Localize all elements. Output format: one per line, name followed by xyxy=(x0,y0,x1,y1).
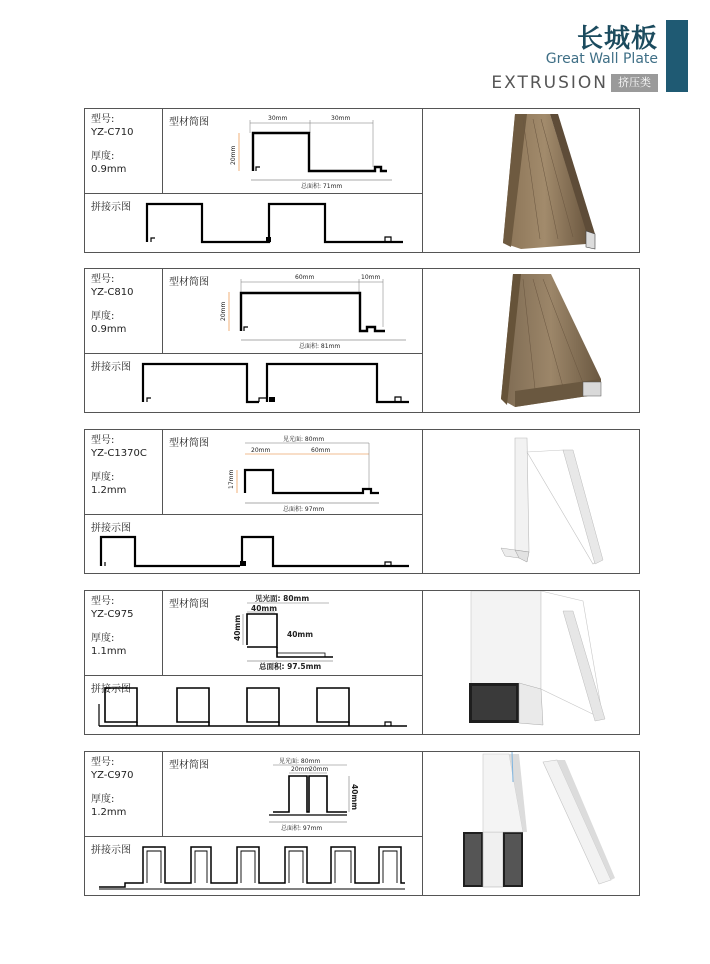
joint-diagram-label: 拼接示图 xyxy=(91,845,131,856)
product-card-c710 xyxy=(84,108,640,253)
profile-drawing xyxy=(163,430,423,515)
dim-a: 60mm xyxy=(295,274,315,281)
thickness-value: 1.2mm xyxy=(91,807,127,818)
model-value: YZ-C970 xyxy=(91,770,134,781)
joint-diagram-label: 拼接示图 xyxy=(91,523,131,534)
profile-sketch xyxy=(163,430,423,515)
thickness-label: 厚度: xyxy=(91,151,115,162)
product-photo xyxy=(423,591,639,734)
wood-profile-image xyxy=(423,269,639,412)
model-label: 型号: xyxy=(91,435,115,446)
joint-diagram xyxy=(85,194,423,252)
category-tag: 挤压类 xyxy=(611,74,658,92)
model-value: YZ-C1370C xyxy=(91,448,147,459)
dim-a: 20mm xyxy=(291,766,311,773)
product-photo xyxy=(423,430,639,573)
profile-sketch xyxy=(163,269,423,354)
thickness-label: 厚度: xyxy=(91,472,115,483)
category-label: EXTRUSION xyxy=(491,73,608,93)
joint-drawing xyxy=(85,837,423,895)
white-box-profile-image xyxy=(423,591,639,734)
dim-total: 总面积: 71mm xyxy=(301,183,343,190)
dim-h: 20mm xyxy=(220,301,227,321)
profile-sketch-label: 型材简图 xyxy=(169,760,209,771)
joint-drawing xyxy=(85,515,423,573)
model-info xyxy=(85,269,163,354)
profile-drawing xyxy=(163,752,423,837)
product-card-c1370c xyxy=(84,429,640,574)
joint-diagram-label: 拼接示图 xyxy=(91,362,131,373)
joint-drawing xyxy=(85,354,423,412)
dim-total: 总面积: 97mm xyxy=(283,506,325,513)
title-chinese: 长城板 xyxy=(576,24,658,54)
brand-bar xyxy=(666,20,688,92)
thickness-value: 0.9mm xyxy=(91,324,127,335)
thickness-label: 厚度: xyxy=(91,794,115,805)
dim-total: 总面积: 97mm xyxy=(281,825,323,832)
product-photo xyxy=(423,269,639,412)
dim-total: 总面积: 97.5mm xyxy=(259,662,322,671)
model-info xyxy=(85,430,163,515)
dim-b: 30mm xyxy=(331,115,351,122)
dim-a: 30mm xyxy=(268,115,288,122)
model-label: 型号: xyxy=(91,274,115,285)
wood-profile-image xyxy=(423,109,639,252)
dim-h: 40mm xyxy=(350,784,359,811)
model-info xyxy=(85,109,163,194)
thickness-value: 1.2mm xyxy=(91,485,127,496)
joint-drawing xyxy=(85,194,423,252)
joint-diagram xyxy=(85,837,423,895)
dim-b: 20mm xyxy=(309,766,329,773)
model-value: YZ-C975 xyxy=(91,609,134,620)
thickness-label: 厚度: xyxy=(91,633,115,644)
dim-b: 10mm xyxy=(361,274,381,281)
title-english: Great Wall Plate xyxy=(545,51,658,67)
model-label: 型号: xyxy=(91,757,115,768)
dim-top: 见光面: 80mm xyxy=(283,436,325,443)
profile-sketch-label: 型材简图 xyxy=(169,599,209,610)
model-label: 型号: xyxy=(91,114,115,125)
white-double-channel-image xyxy=(423,752,639,895)
product-photo xyxy=(423,752,639,895)
profile-sketch-label: 型材简图 xyxy=(169,117,209,128)
joint-diagram-label: 拼接示图 xyxy=(91,202,131,213)
joint-diagram xyxy=(85,354,423,412)
profile-sketch xyxy=(163,109,423,194)
dim-a: 40mm xyxy=(251,604,278,613)
page-header xyxy=(310,0,710,100)
thickness-label: 厚度: xyxy=(91,311,115,322)
profile-sketch-label: 型材简图 xyxy=(169,277,209,288)
profile-drawing xyxy=(163,109,423,194)
joint-diagram-label: 拼接示图 xyxy=(91,684,131,695)
dim-h: 20mm xyxy=(230,145,237,165)
profile-drawing xyxy=(163,269,423,354)
thickness-value: 1.1mm xyxy=(91,646,127,657)
dim-h: 17mm xyxy=(228,469,235,489)
model-value: YZ-C810 xyxy=(91,287,134,298)
model-info xyxy=(85,591,163,676)
profile-drawing xyxy=(163,591,423,676)
profile-sketch-label: 型材简图 xyxy=(169,438,209,449)
model-value: YZ-C710 xyxy=(91,127,134,138)
dim-a: 20mm xyxy=(251,447,271,454)
dim-top: 见光面: 80mm xyxy=(255,594,310,603)
model-label: 型号: xyxy=(91,596,115,607)
dim-b: 40mm xyxy=(287,630,314,639)
product-card-c810 xyxy=(84,268,640,413)
white-profile-image xyxy=(423,430,639,573)
product-card-c975 xyxy=(84,590,640,735)
joint-diagram xyxy=(85,676,423,734)
product-card-c970 xyxy=(84,751,640,896)
dim-total: 总面积: 81mm xyxy=(299,343,341,350)
product-photo xyxy=(423,109,639,252)
joint-diagram xyxy=(85,515,423,573)
model-info xyxy=(85,752,163,837)
joint-drawing xyxy=(85,676,423,734)
dim-h: 40mm xyxy=(233,614,242,641)
profile-sketch xyxy=(163,752,423,837)
thickness-value: 0.9mm xyxy=(91,164,127,175)
dim-b: 60mm xyxy=(311,447,331,454)
profile-sketch xyxy=(163,591,423,676)
dim-top: 见光面: 80mm xyxy=(279,758,321,765)
